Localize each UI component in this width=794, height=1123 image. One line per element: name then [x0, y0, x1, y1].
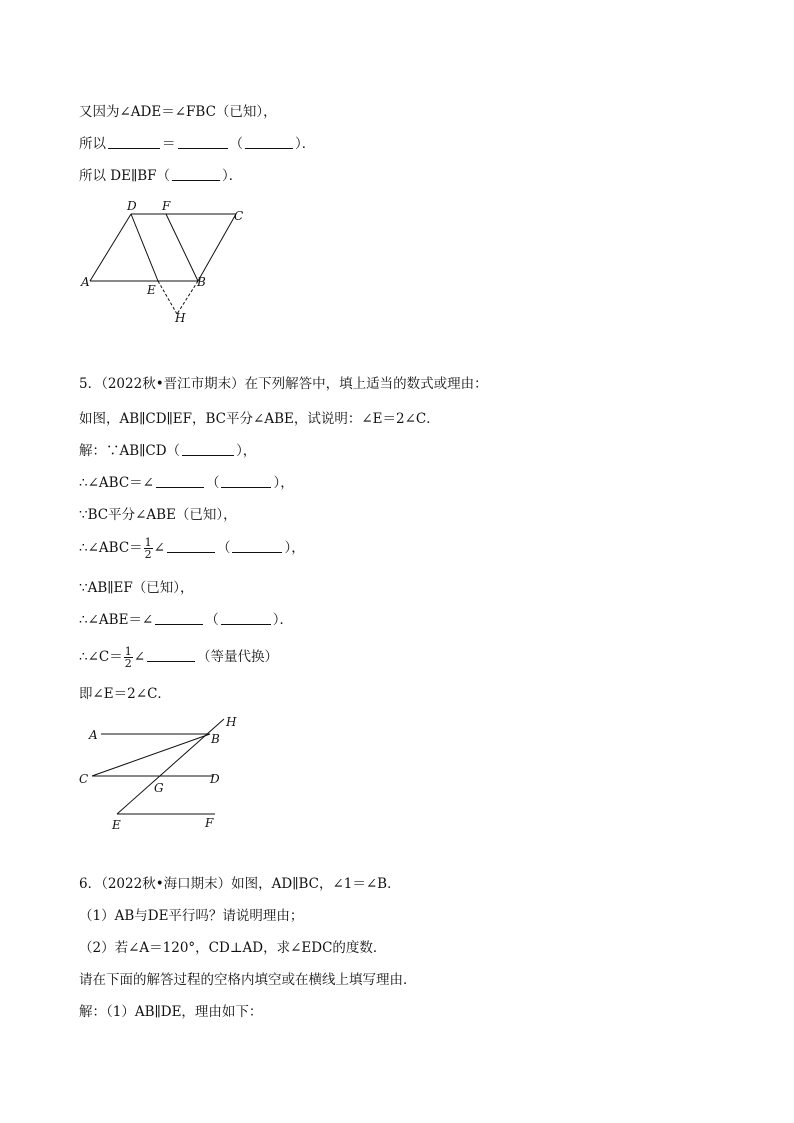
text-fragment: （ — [229, 136, 243, 152]
point-label: H — [226, 715, 237, 729]
text-fragment: ）． — [222, 168, 243, 184]
point-label: E — [112, 818, 121, 832]
fraction-half — [124, 646, 133, 669]
fraction-numerator: 1 — [124, 645, 132, 658]
point-label: A — [89, 728, 98, 742]
answer-blank[interactable] — [155, 610, 203, 625]
fraction-denominator: 2 — [124, 657, 132, 670]
text-line — [79, 646, 278, 669]
fraction-denominator: 2 — [144, 548, 152, 561]
text-line — [79, 102, 277, 122]
statement-text: 又因为∠ADE＝∠FBC（已知）， — [79, 104, 277, 120]
text-line — [79, 473, 294, 493]
answer-blank[interactable] — [147, 647, 195, 662]
text-fragment: ∵AB∥EF（已知）， — [79, 580, 194, 596]
point-label: H — [175, 311, 186, 325]
answer-blank[interactable] — [108, 134, 160, 149]
point-label: F — [205, 816, 214, 830]
text-fragment: ∴∠ABE＝∠ — [79, 612, 154, 628]
point-label: B — [197, 275, 206, 289]
text-fragment: ）， — [284, 540, 305, 556]
answer-blank[interactable] — [172, 166, 220, 181]
point-label: G — [154, 781, 164, 795]
text-line — [79, 906, 303, 926]
text-fragment: ∴∠C＝ — [79, 649, 123, 665]
point-label: F — [162, 199, 171, 213]
question-title — [79, 874, 401, 894]
text-line — [79, 578, 193, 598]
point-label: D — [210, 772, 220, 786]
text-fragment: 所以 — [79, 136, 106, 152]
text-fragment: 解：（1）AB∥DE，理由如下： — [79, 1004, 263, 1020]
text-fragment: ）． — [272, 612, 293, 628]
geometry-figure-2 — [76, 710, 251, 835]
answer-blank[interactable] — [182, 441, 234, 456]
text-line — [79, 610, 293, 630]
question-title — [79, 374, 488, 394]
fraction-numerator: 1 — [144, 536, 152, 549]
point-label: B — [211, 732, 220, 746]
text-line — [79, 134, 315, 154]
answer-blank[interactable] — [167, 538, 215, 553]
answer-blank[interactable] — [221, 473, 271, 488]
text-fragment: ∠ — [133, 649, 146, 665]
text-fragment: （ — [216, 540, 231, 556]
text-fragment: ）． — [295, 136, 316, 152]
fraction-half — [144, 537, 153, 560]
geometry-figure-1 — [76, 198, 266, 328]
text-fragment: ）， — [236, 443, 257, 459]
text-line — [79, 1002, 262, 1022]
text-fragment: 如图，AB∥CD∥EF，BC平分∠ABE，试说明：∠E＝2∠C． — [79, 411, 440, 427]
text-fragment: 所以 DE∥BF（ — [79, 168, 170, 184]
text-fragment: （ — [205, 475, 220, 491]
text-line — [79, 938, 386, 958]
text-fragment: ∵BC平分∠ABE（已知）， — [79, 507, 237, 523]
point-label: C — [79, 772, 89, 786]
text-fragment: （2）若∠A＝120°，CD⊥AD，求∠EDC的度数． — [79, 940, 387, 956]
text-line — [79, 409, 440, 429]
text-fragment: 即∠E＝2∠C． — [79, 686, 171, 702]
text-line — [79, 970, 417, 990]
text-line — [79, 537, 305, 560]
text-fragment: ＝ — [162, 136, 176, 152]
text-line — [79, 684, 171, 704]
text-fragment: ∴∠ABC＝∠ — [79, 475, 154, 491]
text-line — [79, 166, 242, 186]
answer-blank[interactable] — [232, 538, 282, 553]
text-line — [79, 505, 237, 525]
text-fragment: （等量代换） — [197, 649, 279, 665]
text-fragment: （ — [205, 612, 219, 628]
answer-blank[interactable] — [156, 473, 204, 488]
text-fragment: 6．（2022秋•海口期末）如图，AD∥BC，∠1＝∠B． — [79, 876, 401, 892]
answer-blank[interactable] — [178, 134, 228, 149]
point-label: E — [147, 283, 156, 297]
point-label: D — [127, 199, 137, 213]
text-fragment: ）， — [273, 475, 294, 491]
answer-blank[interactable] — [245, 134, 293, 149]
text-fragment: ∴∠ABC＝ — [79, 540, 143, 556]
text-fragment: （1）AB与DE平行吗？请说明理由； — [79, 908, 304, 924]
text-fragment: 5．（2022秋•晋江市期末）在下列解答中，填上适当的数式或理由： — [79, 376, 488, 392]
point-label: C — [234, 209, 244, 223]
text-fragment: ∠ — [153, 540, 165, 556]
answer-blank[interactable] — [221, 610, 271, 625]
text-fragment: 请在下面的解答过程的空格内填空或在横线上填写理由． — [79, 972, 417, 988]
text-line — [79, 441, 256, 461]
text-fragment: 解：∵AB∥CD（ — [79, 443, 181, 459]
point-label: A — [81, 275, 90, 289]
